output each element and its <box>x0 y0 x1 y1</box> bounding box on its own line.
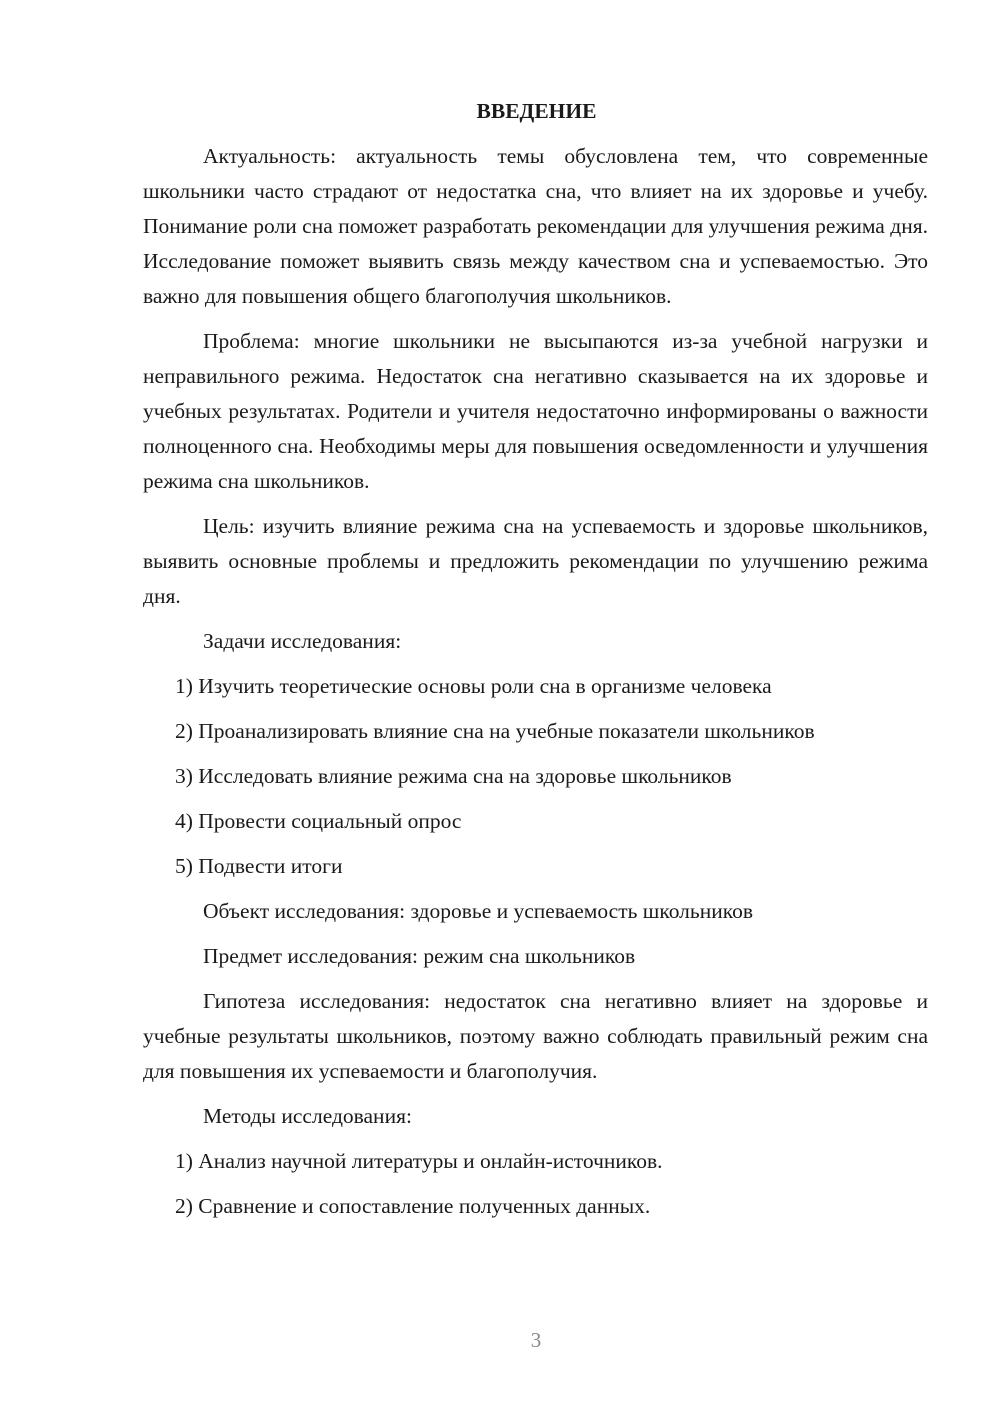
method-item-2: 2) Сравнение и сопоставление полученных данных. <box>175 1194 651 1218</box>
task-item-3: 3) Исследовать влияние режима сна на здоровье школьников <box>175 764 732 788</box>
task-item-4: 4) Провести социальный опрос <box>175 809 462 833</box>
paragraph-relevance: Актуальность: актуальность темы обусловлена тем, что современные школьники часто страдают от недостатка сна, что влияет на их здоровье и учебу. Понимание роли сна поможет разработать рекомендации для улучшения режима дня. Исследование поможет выявить связь между качеством сна и успеваемостью. Это важно для повышения общего благополучия школьников. <box>143 144 928 308</box>
research-subject: Предмет исследования: режим сна школьников <box>203 944 636 968</box>
task-item-5: 5) Подвести итоги <box>175 854 343 878</box>
research-object: Объект исследования: здоровье и успеваемость школьников <box>203 899 753 923</box>
task-item-1: 1) Изучить теоретические основы роли сна в организме человека <box>175 674 772 698</box>
paragraph-hypothesis: Гипотеза исследования: недостаток сна негативно влияет на здоровье и учебные результаты школьников, поэтому важно соблюдать правильный режим сна для повышения их успеваемости и благополучия. <box>143 989 928 1083</box>
methods-heading: Методы исследования: <box>203 1104 412 1128</box>
method-item-1: 1) Анализ научной литературы и онлайн-источников. <box>175 1149 663 1173</box>
task-item-2: 2) Проанализировать влияние сна на учебные показатели школьников <box>175 719 815 743</box>
section-title: ВВЕДЕНИЕ <box>476 99 597 123</box>
page-number: 3 <box>530 1328 542 1352</box>
paragraph-goal: Цель: изучить влияние режима сна на успеваемость и здоровье школьников, выявить основные проблемы и предложить рекомендации по улучшению режима дня. <box>143 514 928 608</box>
page-content <box>143 94 928 1234</box>
paragraph-problem: Проблема: многие школьники не высыпаются из-за учебной нагрузки и неправильного режима. Недостаток сна негативно сказывается на их здоровье и учебных результатах. Родители и учителя недостаточно информированы о важности полноценного сна. Необходимы меры для повышения осведомленности и улучшения режима сна школьников. <box>143 329 928 493</box>
tasks-heading: Задачи исследования: <box>203 629 402 653</box>
